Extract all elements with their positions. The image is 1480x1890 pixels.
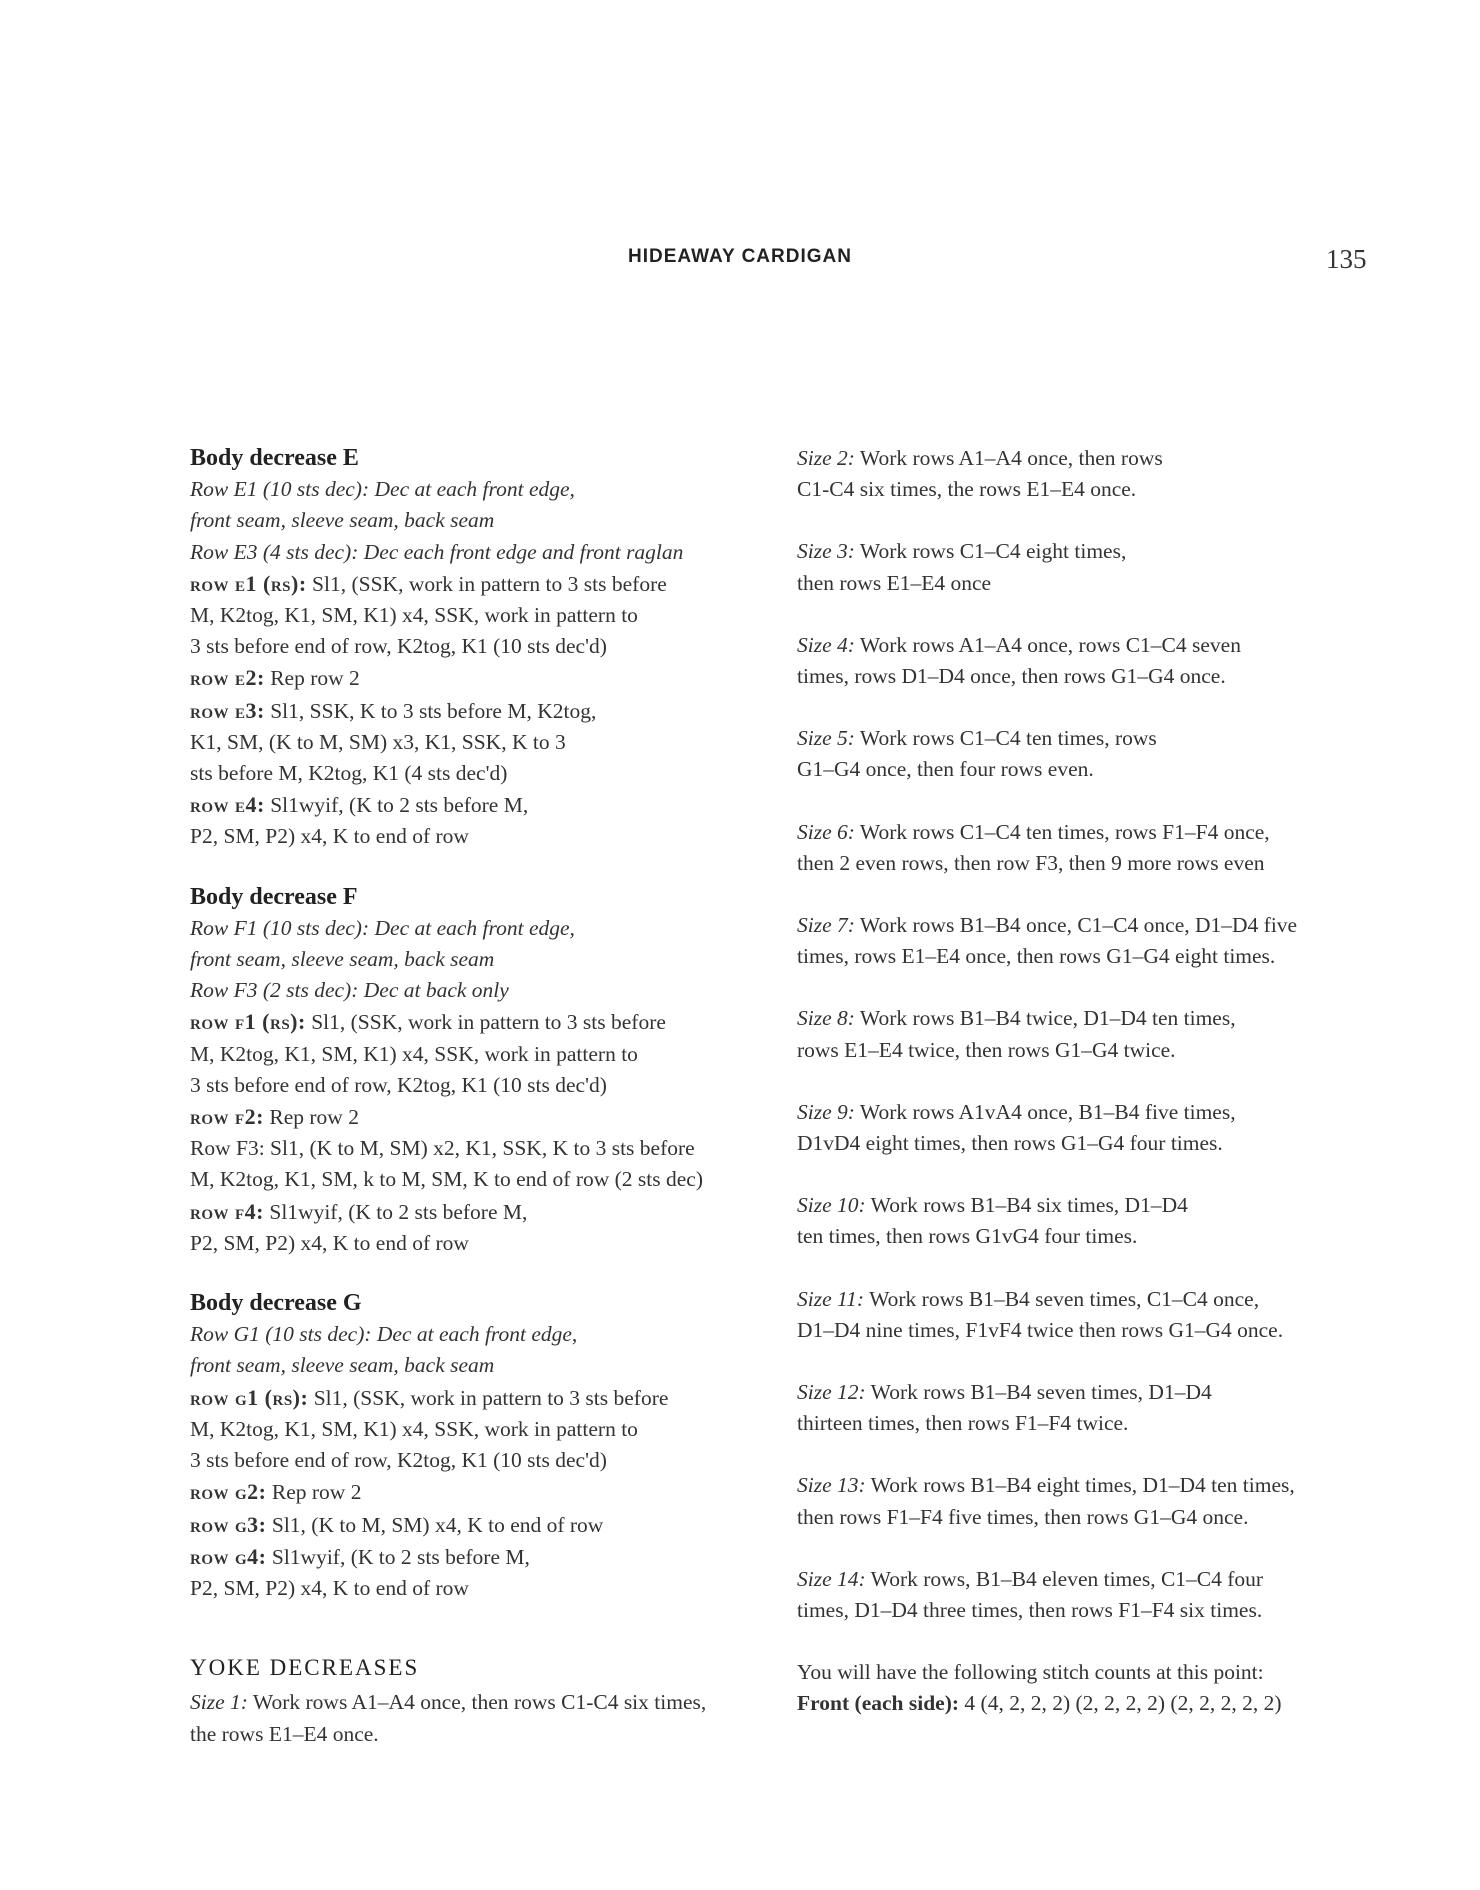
size-text: then 2 even rows, then row F3, then 9 more rows even	[797, 850, 1265, 875]
size-3	[797, 536, 1377, 598]
row-text: Sl1wyif, (K to 2 sts before M,	[271, 1544, 530, 1569]
note-line: Row E3 (4 sts dec): Dec each front edge and front raglan	[190, 539, 684, 564]
size-9	[797, 1097, 1377, 1159]
row-text: Sl1, (SSK, work in pattern to 3 sts before	[313, 1385, 669, 1410]
size-text: D1–D4 nine times, F1vF4 twice then rows G1–G4 once.	[797, 1317, 1284, 1342]
row-g3	[190, 1509, 770, 1541]
page-number: 135	[1326, 244, 1367, 274]
left-column	[190, 443, 770, 1750]
row-text: Sl1, SSK, K to 3 sts before M, K2tog,	[270, 698, 597, 723]
row-g1	[190, 1382, 770, 1414]
note-line: front seam, sleeve seam, back seam	[190, 508, 495, 533]
row-text: Sl1wyif, (K to 2 sts before M,	[269, 1199, 528, 1224]
size-label: Size 7:	[797, 913, 855, 938]
size-label: Size 14:	[797, 1566, 866, 1591]
note-line: Row E1 (10 sts dec): Dec at each front edge,	[190, 477, 575, 502]
row-label: row f4:	[190, 1198, 264, 1224]
row-e4	[190, 789, 770, 821]
row-text: 3 sts before end of row, K2tog, K1 (10 sts dec'd)	[190, 634, 607, 659]
note-line: Row F3 (2 sts dec): Dec at back only	[190, 978, 509, 1003]
size-text: Work rows C1–C4 eight times,	[859, 539, 1127, 564]
size-4	[797, 630, 1377, 692]
row-label: row f1 (rs):	[190, 1009, 306, 1035]
row-text: Rep row 2	[271, 1480, 362, 1505]
front-label: Front (each side):	[797, 1691, 960, 1716]
running-title: HIDEAWAY CARDIGAN	[628, 246, 852, 267]
row-label: row g2:	[190, 1479, 267, 1505]
row-label: row g1 (rs):	[190, 1384, 309, 1410]
size-8	[797, 1003, 1377, 1065]
size-5	[797, 723, 1377, 785]
heading-body-decrease-e: Body decrease E	[190, 445, 359, 471]
front-value: 4 (4, 2, 2, 2) (2, 2, 2, 2) (2, 2, 2, 2, 2)	[964, 1691, 1282, 1716]
size-12	[797, 1377, 1377, 1439]
row-text: sts before M, K2tog, K1 (4 sts dec'd)	[190, 761, 508, 786]
size-label: Size 12:	[797, 1380, 866, 1405]
row-text: M, K2tog, K1, SM, K1) x4, SSK, work in pattern to	[190, 1041, 638, 1066]
note-line: front seam, sleeve seam, back seam	[190, 947, 495, 972]
heading-body-decrease-g: Body decrease G	[190, 1290, 362, 1317]
row-label: row e3:	[190, 697, 265, 723]
size-label: Size 10:	[797, 1193, 866, 1218]
row-text: K1, SM, (K to M, SM) x3, K1, SSK, K to 3	[190, 729, 566, 754]
row-label: row g3:	[190, 1511, 267, 1537]
row-f1	[190, 1006, 770, 1038]
size-10	[797, 1190, 1377, 1252]
size-text: then rows F1–F4 five times, then rows G1–G4 once.	[797, 1504, 1249, 1529]
size-11	[797, 1284, 1377, 1346]
stitch-count-front	[797, 1688, 1377, 1719]
size-text: Work rows A1vA4 once, B1–B4 five times,	[859, 1099, 1236, 1124]
section-title-yoke-decreases: YOKE DECREASES	[190, 1655, 420, 1681]
row-text: Rep row 2	[269, 1105, 359, 1130]
note-line: front seam, sleeve seam, back seam	[190, 1353, 495, 1378]
size-label: Size 11:	[797, 1286, 865, 1311]
size-text: times, rows E1–E4 once, then rows G1–G4 eight times.	[797, 944, 1276, 969]
row-text: M, K2tog, K1, SM, K1) x4, SSK, work in pattern to	[190, 603, 638, 628]
row-text: Sl1, (SSK, work in pattern to 3 sts before	[312, 571, 667, 596]
size-1	[190, 1687, 770, 1718]
size-text: C1-C4 six times, the rows E1–E4 once.	[797, 477, 1137, 502]
stitch-count-intro: You will have the following stitch counts at this point:	[797, 1660, 1264, 1685]
row-f3: Row F3: Sl1, (K to M, SM) x2, K1, SSK, K to 3 sts before	[190, 1136, 695, 1161]
size-text: times, D1–D4 three times, then rows F1–F4 six times.	[797, 1598, 1263, 1623]
size-text: Work rows C1–C4 ten times, rows F1–F4 once,	[859, 819, 1270, 844]
size-label: Size 9:	[797, 1099, 855, 1124]
size-label: Size 5:	[797, 726, 855, 751]
size-text: Work rows A1–A4 once, then rows C1-C4 six times,	[252, 1690, 707, 1715]
row-text: 3 sts before end of row, K2tog, K1 (10 sts dec'd)	[190, 1448, 607, 1473]
size-text: Work rows B1–B4 once, C1–C4 once, D1–D4 five	[859, 913, 1298, 938]
size-text: the rows E1–E4 once.	[190, 1721, 379, 1746]
row-text: M, K2tog, K1, SM, K1) x4, SSK, work in pattern to	[190, 1416, 638, 1441]
row-g4	[190, 1541, 770, 1573]
right-column	[797, 443, 1377, 1720]
size-label: Size 4:	[797, 632, 855, 657]
size-label: Size 1:	[190, 1690, 248, 1715]
size-text: times, rows D1–D4 once, then rows G1–G4 once.	[797, 664, 1226, 689]
row-text: Sl1wyif, (K to 2 sts before M,	[270, 793, 529, 818]
size-14	[797, 1564, 1377, 1626]
row-text: P2, SM, P2) x4, K to end of row	[190, 824, 469, 849]
row-text: M, K2tog, K1, SM, k to M, SM, K to end of row (2 sts dec)	[190, 1167, 704, 1192]
size-text: D1vD4 eight times, then rows G1–G4 four times.	[797, 1131, 1223, 1156]
size-label: Size 13:	[797, 1473, 866, 1498]
size-13	[797, 1470, 1377, 1532]
row-label: row e2:	[190, 665, 265, 691]
size-text: Work rows, B1–B4 eleven times, C1–C4 four	[870, 1566, 1264, 1591]
size-6	[797, 817, 1377, 879]
size-text: Work rows A1–A4 once, then rows	[859, 446, 1163, 470]
size-label: Size 8:	[797, 1006, 855, 1031]
row-label: row g4:	[190, 1543, 267, 1569]
size-text: Work rows B1–B4 seven times, C1–C4 once,	[869, 1286, 1260, 1311]
row-text: P2, SM, P2) x4, K to end of row	[190, 1575, 469, 1600]
size-text: Work rows B1–B4 eight times, D1–D4 ten times,	[870, 1473, 1295, 1498]
size-text: Work rows B1–B4 twice, D1–D4 ten times,	[859, 1006, 1236, 1031]
note-line: Row G1 (10 sts dec): Dec at each front edge,	[190, 1322, 578, 1347]
row-f4	[190, 1196, 770, 1228]
heading-body-decrease-f: Body decrease F	[190, 883, 358, 910]
row-e2	[190, 662, 770, 694]
row-label: row f2:	[190, 1104, 264, 1130]
row-text: Sl1, (K to M, SM) x4, K to end of row	[271, 1512, 604, 1537]
size-text: rows E1–E4 twice, then rows G1–G4 twice.	[797, 1037, 1176, 1062]
size-label: Size 6:	[797, 819, 855, 844]
size-7	[797, 910, 1377, 972]
row-g2	[190, 1476, 770, 1508]
row-e3	[190, 695, 770, 727]
row-label: row e1 (rs):	[190, 570, 307, 596]
row-e1	[190, 568, 770, 600]
size-text: thirteen times, then rows F1–F4 twice.	[797, 1411, 1129, 1436]
row-text: Rep row 2	[270, 666, 360, 691]
size-text: then rows E1–E4 once	[797, 570, 992, 595]
size-label: Size 3:	[797, 539, 855, 564]
size-text: Work rows C1–C4 ten times, rows	[859, 726, 1157, 751]
row-label: row e4:	[190, 792, 265, 818]
size-2	[797, 443, 1377, 505]
row-text: Sl1, (SSK, work in pattern to 3 sts before	[311, 1010, 666, 1035]
size-text: ten times, then rows G1vG4 four times.	[797, 1224, 1138, 1249]
size-text: Work rows A1–A4 once, rows C1–C4 seven	[859, 632, 1241, 657]
row-f2	[190, 1101, 770, 1133]
size-text: Work rows B1–B4 six times, D1–D4	[870, 1193, 1188, 1218]
size-text: Work rows B1–B4 seven times, D1–D4	[870, 1380, 1212, 1405]
note-line: Row F1 (10 sts dec): Dec at each front edge,	[190, 915, 575, 940]
row-text: P2, SM, P2) x4, K to end of row	[190, 1230, 469, 1255]
row-text: 3 sts before end of row, K2tog, K1 (10 sts dec'd)	[190, 1072, 607, 1097]
size-text: G1–G4 once, then four rows even.	[797, 757, 1094, 782]
size-label: Size 2:	[797, 446, 855, 470]
